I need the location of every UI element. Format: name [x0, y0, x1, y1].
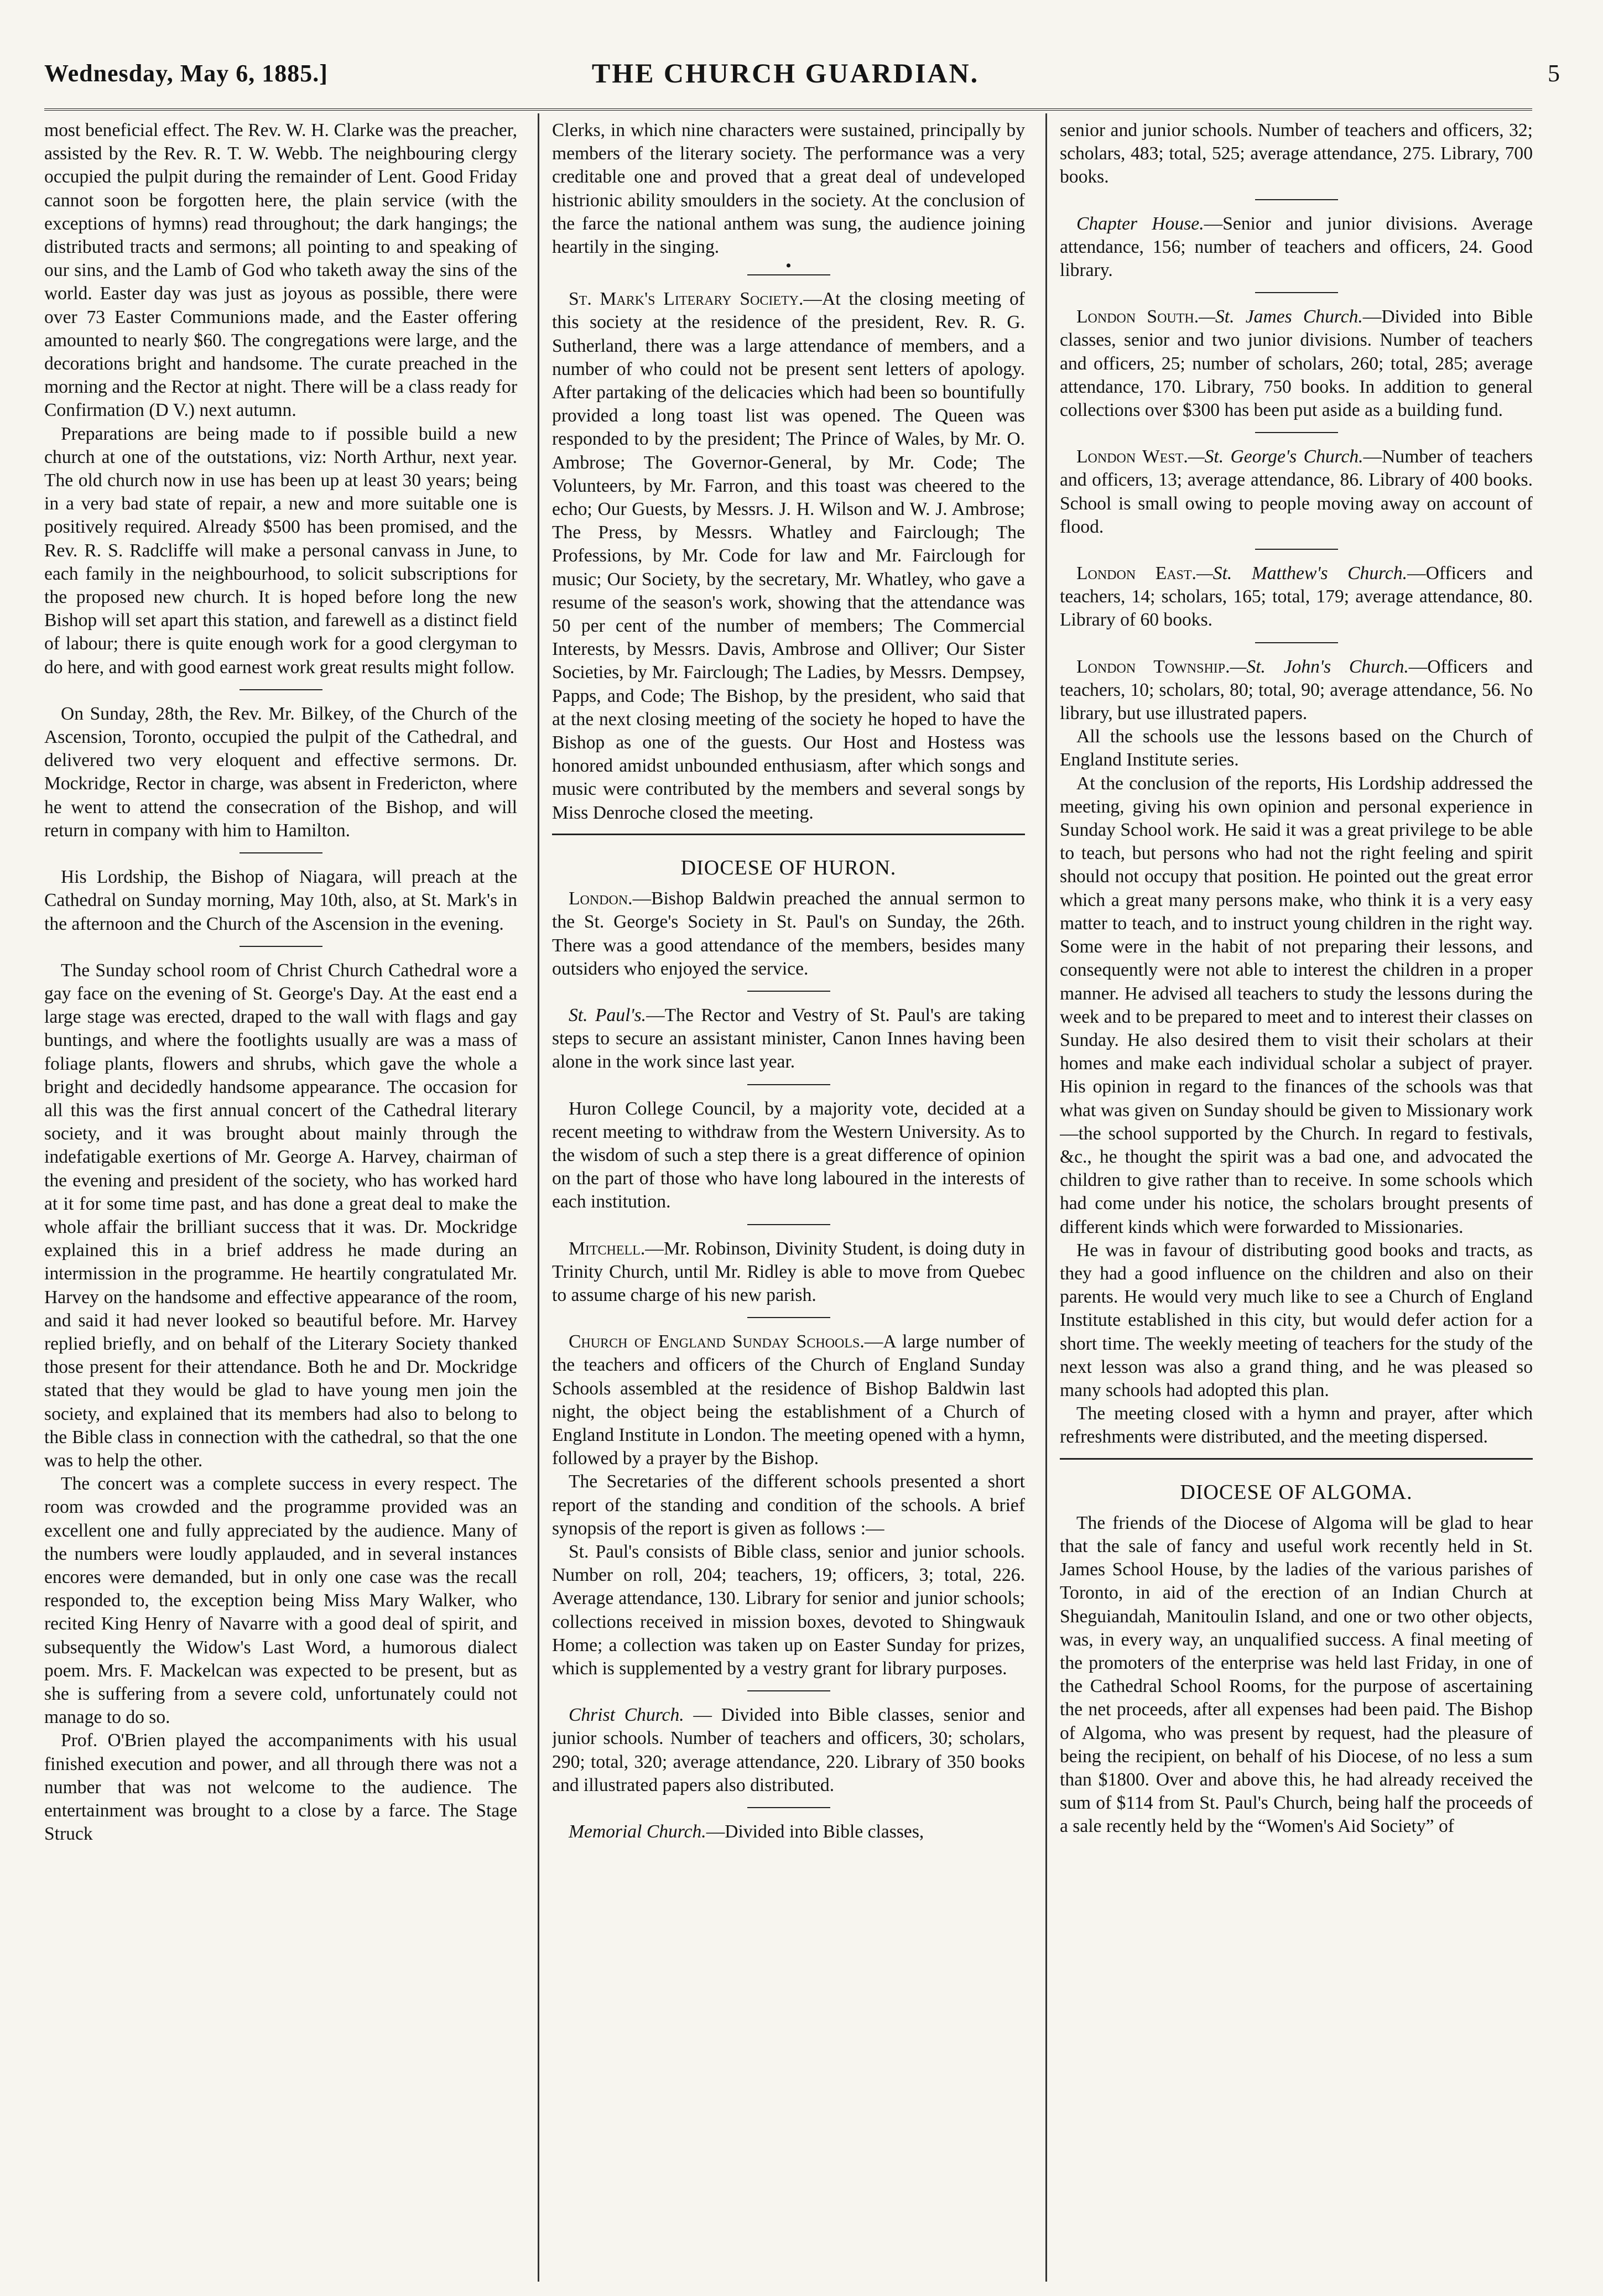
short-rule	[1255, 432, 1338, 433]
item-text: —Officers and teachers, 10; scholars, 80; total, 90; average attendance, 56. No library, but use illustrated papers.	[1060, 656, 1533, 724]
page-number: 5	[1548, 60, 1560, 87]
short-rule	[747, 1807, 830, 1808]
item-text: —Bishop Baldwin preached the annual sermon to the St. George's Society in St. Paul's on Sunday, the 26th. There was a good attendance of the members, besides many outsiders who enjoyed the service.	[552, 888, 1025, 979]
item-text: —Mr. Robinson, Divinity Student, is doing duty in Trinity Church, until Mr. Ridley is able to move from Quebec to assume charge of his new parish.	[552, 1238, 1025, 1305]
item-heading: London Township.	[1076, 656, 1230, 677]
item-heading: London West.	[1076, 446, 1188, 467]
header-rule	[44, 108, 1532, 111]
item-text: —A large number of the teachers and officers of the Church of England Sunday Schools assembled at the residence of Bishop Baldwin last night, the object being the establishment of a Church of England Institute in London. The meeting opened with a hymn, followed by a prayer by the Bishop.	[552, 1331, 1025, 1469]
paragraph: The friends of the Diocese of Algoma will be glad to hear that the sale of fancy and useful work recently held in St. James School House, by the ladies of the various parishes of Toronto, in aid of the erection of an Indian Church at Sheguiandah, Manitoulin Island, and one or two other objects, was, in every way, an unqualified success. A final meeting of the promoters of the enterprise was held last Friday, in one of the Cathedral School Rooms, for the purpose of ascertaining the net proceeds, after all expenses had been paid. The Bishop of Algoma, who was present by request, had the pleasure of being the recipient, on behalf of his Diocese, of no less a sum than $1800. Over and above this, he had already received the sum of $114 from St. Paul's Church, being half the proceeds of a sale recently held by the “Women's Aid Society” of	[1060, 1512, 1533, 1837]
column-divider	[538, 113, 539, 2282]
paragraph: The concert was a complete success in every respect. The room was crowded and the programme provided was an excellent one and fully appreciated by the audience. Many of the numbers were loudly applauded, and in several instances encores were demanded, but in only one case was the recall responded to, the exception being Miss Mary Walker, who recited King Henry of Navarre with a good deal of spirit, and subsequently the Widow's Last Word, a humorous dialect poem. Mrs. F. Mackelcan was expected to be present, but as she is suffering from a severe cold, unfortunately could not manage to do so.	[44, 1474, 517, 1728]
bullet-separator: •	[785, 257, 792, 275]
item-text: —Number of teachers and officers, 13; average attendance, 86. Library of 400 books. School is small owing to people moving away on account of flood.	[1060, 446, 1533, 537]
item-subheading: —St. John's Church.	[1230, 656, 1409, 677]
item-text: —Divided into Bible classes,	[706, 1821, 924, 1842]
paragraph	[552, 1330, 1025, 1470]
issue-date: Wednesday, May 6, 1885.]	[44, 60, 328, 87]
paragraph: All the schools use the lessons based on the Church of England Institute series.	[1060, 726, 1533, 770]
item-heading: St. Paul's.	[569, 1004, 647, 1025]
item-text: —At the closing meeting of this society at the residence of the president, Rev. R. G. Sutherland, there was a large attendance of members, and a number of who could not be present sent letters of apology. After partaking of the delicacies which had been so bountifully provided a long toast list was opened. The Queen was responded to by the president; The Prince of Wales, by Mr. O. Ambrose; The Governor-General, by Mr. Code; The Volunteers, by Mr. Farron, and this toast was cheered to the echo; Our Guests, by Messrs. J. H. Wilson and W. J. Ambrose; The Press, by Messrs. Whatley and Fairclough; The Professions, by Mr. Code for law and Mr. Fairclough for music; Our Society, by the secretary, Mr. Whatley, who gave a resume of the season's work, showing that the attendance was 50 per cent of the number of members; The Commercial Interests, by Messrs. Davis, Ambrose and Olliver; Our Sister Societies, by Mr. Fairclough; The Ladies, by Messrs. Dempsey, Papps, and Code; The Bishop, by the president, who said that at the next closing meeting of the society he hoped to have the Bishop as one of the guests. Our Host and Hostess was honored amidst unbounded enthusiasm, after which songs and music were contributed by the members and several songs by Miss Denroche closed the meeting.	[552, 289, 1025, 823]
paragraph: Preparations are being made to if possible build a new church at one of the outstations, viz: North Arthur, next year. The old church now in use has been up at least 30 years; being in a very bad state of repair, a new and more suitable one is positively required. Already $500 has been promised, and the Rev. R. S. Radcliffe will make a personal canvass in June, to each family in the neighbourhood, to solicit subscriptions for the proposed new church. It is hoped before long the new Bishop will set apart this station, and farewell as a distinct field of labour; there is quite enough work for a good clergyman to do here, and with good earnest work great results might follow.	[44, 423, 517, 678]
paragraph: Huron College Council, by a majority vote, decided at a recent meeting to withdraw from the Western University. As to the wisdom of such a step there is a great difference of opinion on the part of those who have long laboured in the interests of each institution.	[552, 1098, 1025, 1212]
short-rule	[747, 1084, 830, 1085]
paragraph	[552, 1237, 1025, 1308]
section-title-huron: DIOCESE OF HURON.	[680, 856, 897, 879]
item-heading: Chapter House.	[1076, 213, 1204, 234]
paragraph: On Sunday, 28th, the Rev. Mr. Bilkey, of the Church of the Ascension, Toronto, occupied the pulpit of the Cathedral, and delivered two very eloquent and effective sermons. Dr. Mockridge, Rector in charge, was absent in Fredericton, where he went to attend the consecration of the Bishop, and will return in company with him to Hamilton.	[44, 703, 517, 841]
paragraph: His Lordship, the Bishop of Niagara, will preach at the Cathedral on Sunday morning, May 10th, also, at St. Mark's in the afternoon and the Church of the Ascension in the evening.	[44, 867, 517, 934]
paragraph: The meeting closed with a hymn and prayer, after which refreshments were distributed, and the meeting dispersed.	[1060, 1403, 1533, 1448]
paragraph: The Sunday school room of Christ Church Cathedral wore a gay face on the evening of St. George's Day. At the east end a large stage was erected, draped to the wall with flags and gay buntings, and where the footlights usually are was a mass of foliage plants, flowers and shrubs, which gave the whole a bright and decidedly handsome appearance. The occasion for all this was the first annual concert of the Cathedral literary society, and it was brought about mainly through the indefatigable exertions of Mr. George A. Harvey, chairman of the evening and president of the society, who has worked hard at it for some time past, and has done a great deal to make the whole affair the brilliant success that it was. Dr. Mockridge explained this in a brief address he made during an intermission in the programme. He heartily congratulated Mr. Harvey on the handsome and effective appearance of the room, and said it had never looked so beautiful before. Mr. Harvey replied briefly, and on behalf of the Literary Society thanked those present for their attendance. Both he and Dr. Mockridge stated that they would be glad to have young men join the society, and explained that its members had also to belong to the Bible class in connection with the cathedral, so that the one was to help the other.	[44, 960, 517, 1471]
section-rule	[1060, 1458, 1533, 1504]
item-heading: St. Mark's Literary Society.	[569, 289, 804, 310]
item-heading: London East.	[1076, 563, 1196, 584]
paragraph: At the conclusion of the reports, His Lordship addressed the meeting, giving his own opinion and personal experience in Sunday School work. He said it was a great privilege to be able to teach, but persons who had not the right feeling and spirit should not occupy that position. He pointed out the great error which a great many persons make, who think it is a very easy matter to teach, and to instruct young children in the right way. Some were in the habit of not preparing their lessons, and consequently were not able to interest the children in a proper manner. He advised all teachers to study the lessons during the week and to be prepared to meet and to interest their classes on Sunday. He also desired them to visit their scholars at their homes and make each individual scholar a subject of prayer. His opinion in regard to the finances of the schools was that what was given on Sunday should be given to Missionary work—the school supported by the Church. In regard to festivals, &c., he thought the spirit was a bad one, and advocated the children to give rather than to receive. In some schools which had come under his notice, the scholars brought presents of different kinds which were forwarded to Missionaries.	[1060, 773, 1533, 1237]
paragraph: The Secretaries of the different schools presented a short report of the standing and condition of the schools. A brief synopsis of the report is given as follows :—	[552, 1471, 1025, 1539]
item-heading: London.	[569, 888, 633, 909]
short-rule	[1255, 549, 1338, 550]
paragraph	[1060, 655, 1533, 726]
column-3	[1060, 119, 1533, 2282]
paragraph: Clerks, in which nine characters were sustained, principally by members of the literary society. The performance was a very creditable one and proved that a great deal of undeveloped histrionic ability smoulders in the society. At the conclusion of the farce the national anthem was sung, the audience joining heartily in the singing.	[552, 120, 1025, 258]
item-text: —Divided into Bible classes, senior and two junior divisions. Number of teachers and officers, 25; number of scholars, 260; total, 285; average attendance, 170. Library, 750 books. In addition to general collections over $300 has been put aside as a building fund.	[1060, 306, 1533, 421]
column-1	[44, 119, 517, 2282]
page-header	[44, 53, 1560, 102]
paragraph: He was in favour of distributing good books and tracts, as they had a good influence on the children and also on their parents. He would very much like to see a Church of England Institute established in this city, but would defer action for a short time. The weekly meeting of teachers for the study of the next lesson was also a grand thing, and he was pleased so many schools had adopted this plan.	[1060, 1240, 1533, 1400]
item-subheading: —St. Matthew's Church.	[1196, 563, 1408, 584]
short-rule	[747, 1690, 830, 1691]
item-text: —Senior and junior divisions. Average attendance, 156; number of teachers and officers, 24. Good library.	[1060, 213, 1533, 281]
short-rule	[1255, 199, 1338, 200]
short-rule	[240, 852, 322, 853]
item-text: —Officers and teachers, 14; scholars, 165; total, 179; average attendance, 80. Library of 60 books.	[1060, 563, 1533, 631]
paragraph	[1060, 562, 1533, 632]
paragraph: senior and junior schools. Number of teachers and officers, 32; scholars, 483; total, 525; average attendance, 275. Library, 700 books.	[1060, 120, 1533, 188]
paragraph: St. Paul's consists of Bible class, senior and junior schools. Number on roll, 204; teachers, 19; officers, 3; total, 226. Average attendance, 130. Library for senior and junior schools; collections received in mission boxes, devoted to Shingwauk Home; a collection was taken up on Easter Sunday for prizes, which is supplemented by a vestry grant for library purposes.	[552, 1541, 1025, 1679]
paragraph	[552, 288, 1025, 825]
column-2	[552, 119, 1025, 2282]
paragraph	[552, 1004, 1025, 1074]
item-heading: Church of England Sunday Schools.	[569, 1331, 865, 1352]
item-text: —The Rector and Vestry of St. Paul's are taking steps to secure an assistant minister, Canon Innes having been alone in the work since last year.	[552, 1004, 1025, 1072]
item-heading: London South.	[1076, 306, 1199, 327]
short-rule	[1255, 642, 1338, 643]
paragraph	[552, 1820, 1025, 1844]
short-rule	[240, 946, 322, 947]
short-rule	[747, 991, 830, 992]
paragraph	[552, 887, 1025, 981]
paragraph	[552, 1704, 1025, 1797]
paragraph	[1060, 305, 1533, 422]
masthead-title: THE CHURCH GUARDIAN.	[591, 58, 980, 88]
item-subheading: —St. James Church.	[1199, 306, 1363, 327]
short-rule	[1255, 292, 1338, 293]
paragraph: Prof. O'Brien played the accompaniments with his usual finished execution and power, and all through there was not a number that was not welcome to the audience. The entertainment was brought to a close by a farce. The Stage Struck	[44, 1730, 517, 1845]
item-subheading: —St. George's Church.	[1188, 446, 1363, 467]
item-heading: Memorial Church.	[569, 1821, 706, 1842]
short-rule	[240, 689, 322, 690]
section-rule	[552, 834, 1025, 879]
short-rule	[747, 1317, 830, 1318]
column-divider	[1045, 113, 1047, 2282]
paragraph	[1060, 445, 1533, 539]
paragraph: most beneficial effect. The Rev. W. H. Clarke was the preacher, assisted by the Rev. R. T. W. Webb. The neighbouring clergy occupied the pulpit during the remainder of Lent. Good Friday cannot soon be forgotten here, the plain service (with the exceptions of hymns) read throughout; the dark hangings; the distributed tracts and sermons; all pointing to and speaking of our sins, and the Lamb of God who taketh away the sins of the world. Easter day was just as joyous as possible, there were over 73 Easter Communions made, and the Easter offering amounted to nearly $60. The congregations were large, and the decorations bright and handsome. The curate preached in the morning and the Rector at night. There will be a class ready for Confirmation (D V.) next autumn.	[44, 120, 517, 421]
item-text: — Divided into Bible classes, senior and junior schools. Number of teachers and officers, 30; scholars, 290; total, 320; average attendance, 220. Library of 350 books and illustrated papers also distributed.	[552, 1705, 1025, 1795]
item-heading: Mitchell.	[569, 1238, 646, 1259]
paragraph	[1060, 212, 1533, 283]
section-title-algoma: DIOCESE OF ALGOMA.	[1180, 1480, 1413, 1504]
short-rule	[747, 1224, 830, 1225]
item-heading: Christ Church.	[569, 1705, 684, 1726]
